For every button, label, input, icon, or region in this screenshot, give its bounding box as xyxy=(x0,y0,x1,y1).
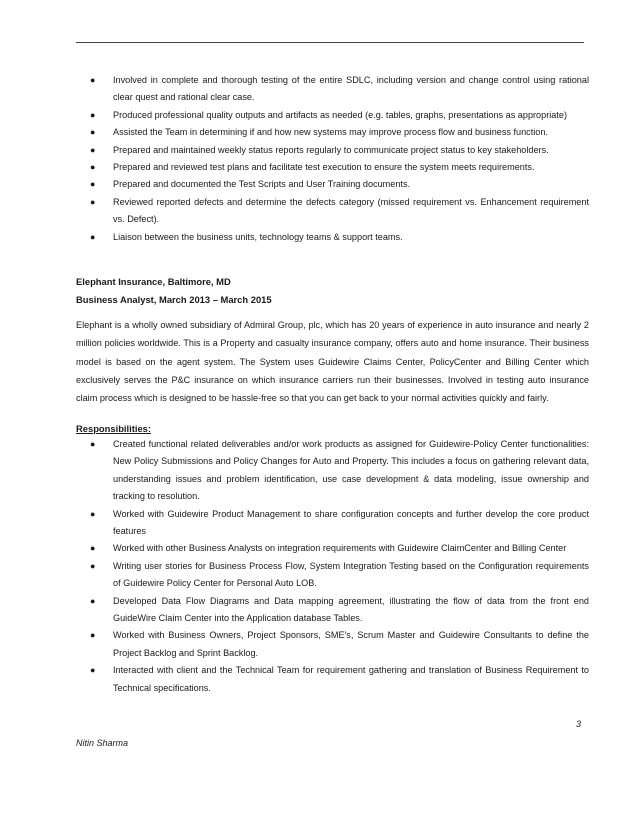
list-item: ● Involved in complete and thorough testing of the entire SDLC, including version and change control using rational clear quest and rational clear case. xyxy=(113,72,589,107)
list-item: ● Worked with other Business Analysts on integration requirements with Guidewire ClaimCenter and Billing Center xyxy=(113,540,589,557)
bullet-icon: ● xyxy=(90,144,96,155)
list-item: ● Worked with Business Owners, Project Sponsors, SME's, Scrum Master and Guidewire Consultants to define the Project Backlog and Sprint Backlog. xyxy=(113,627,589,662)
bullet-icon: ● xyxy=(90,127,96,138)
bullet-icon: ● xyxy=(90,162,96,173)
bullet-icon: ● xyxy=(90,179,96,190)
bullet-icon: ● xyxy=(90,508,96,519)
list-item: ● Produced professional quality outputs and artifacts as needed (e.g. tables, graphs, presentations as appropriate) xyxy=(113,107,589,124)
list-item: ● Developed Data Flow Diagrams and Data mapping agreement, illustrating the flow of data from the front end GuideWire Claim Center into the Application database Tables. xyxy=(113,593,589,628)
bullet-icon: ● xyxy=(90,109,96,120)
bullet-icon: ● xyxy=(90,196,96,207)
bullet-icon: ● xyxy=(90,543,96,554)
header-rule xyxy=(76,42,584,43)
page-number: 3 xyxy=(576,719,582,729)
author-name: Nitin Sharma xyxy=(76,738,129,748)
bullet-icon: ● xyxy=(90,595,96,606)
bullet-icon: ● xyxy=(90,439,96,449)
bullet-icon: ● xyxy=(90,560,96,571)
company-summary: Elephant is a wholly owned subsidiary of Admiral Group, plc, which has 20 years of experience in auto insurance and nearly 2 million policies worldwide. This is a Property and casualty insurance company, offers auto and home insurance. Their business model is based on the agent system. The System uses Guidewire Claims Center, PolicyCenter and Billing Center which exclusively serves the P&C insurance on which insurance carriers run their businesses. Involved in testing auto insurance claim process which is designed to be hassle-free so that you can get back to your normal activities quickly and fairly. xyxy=(76,320,589,404)
list-item: ● Prepared and maintained weekly status reports regularly to communicate project status to key stakeholders. xyxy=(113,142,589,159)
responsibilities-list xyxy=(90,436,589,697)
responsibilities-heading: Responsibilities: xyxy=(76,423,152,434)
previous-duties-list xyxy=(90,72,589,246)
list-item: ● Liaison between the business units, technology teams & support teams. xyxy=(113,229,589,246)
company-heading: Elephant Insurance, Baltimore, MD xyxy=(76,276,231,287)
list-item: ● Prepared and documented the Test Scripts and User Training documents. xyxy=(113,176,589,193)
list-item: ● Reviewed reported defects and determine the defects category (missed requirement vs. Enhancement requirement vs. Defect). xyxy=(113,194,589,229)
bullet-icon: ● xyxy=(90,75,96,85)
list-item: ● Assisted the Team in determining if and how new systems may improve process flow and business function. xyxy=(113,124,589,141)
list-item: ● Prepared and reviewed test plans and facilitate test execution to ensure the system meets requirements. xyxy=(113,159,589,176)
bullet-icon: ● xyxy=(90,231,96,242)
list-item: ● Interacted with client and the Technical Team for requirement gathering and translation of Business Requirement to Technical specifications. xyxy=(113,662,589,697)
bullet-icon: ● xyxy=(90,665,96,676)
list-item: ● Created functional related deliverables and/or work products as assigned for Guidewire-Policy Center functionalities: New Policy Submissions and Policy Changes for Auto and Property. This includes a focus on gathering relevant data, understanding issues and problem identification, use case development & data modeling, issue ownership and tracking to resolution. xyxy=(113,436,589,506)
role-heading: Business Analyst, March 2013 – March 2015 xyxy=(76,294,272,305)
list-item: ● Writing user stories for Business Process Flow, System Integration Testing based on the Configuration requirements of Guidewire Policy Center for Personal Auto LOB. xyxy=(113,558,589,593)
bullet-icon: ● xyxy=(90,630,96,641)
list-item: ● Worked with Guidewire Product Management to share configuration concepts and further develop the core product features xyxy=(113,506,589,541)
